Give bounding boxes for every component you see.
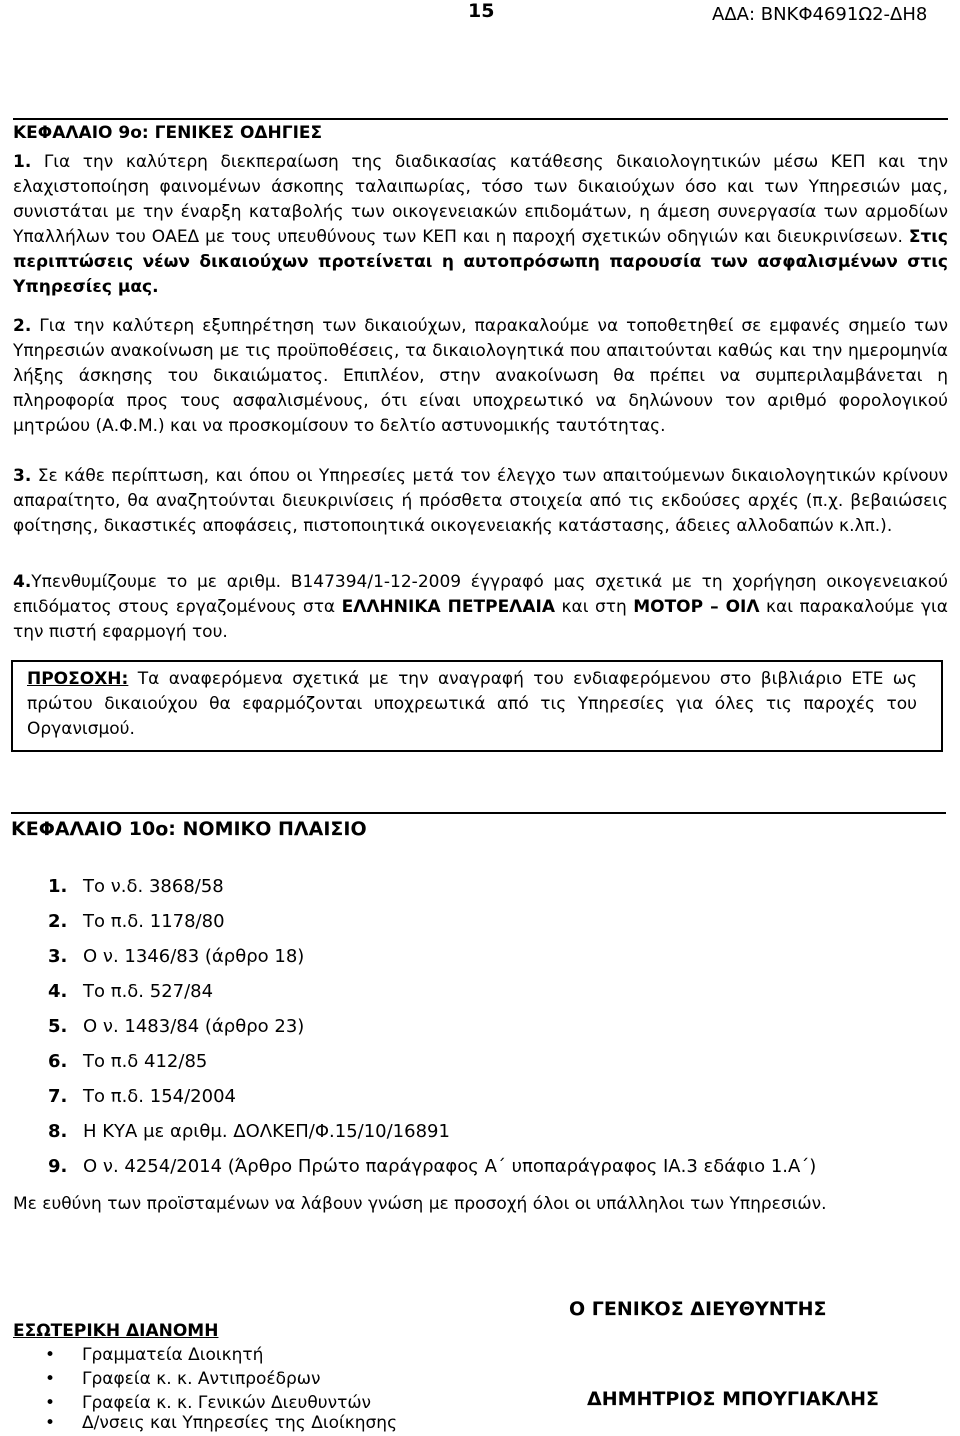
paragraph-4-text-c: και παρακαλούμε για την πιστή εφαρμογή του. xyxy=(13,597,948,642)
bullet-icon: • xyxy=(45,1393,56,1413)
law-text: Ο ν. 1346/83 (άρθρο 18) xyxy=(83,946,305,967)
notice-label: ΠΡΟΣΟΧΗ: xyxy=(27,669,129,689)
bullet-icon: • xyxy=(45,1413,56,1433)
chapter9-title: ΚΕΦΑΛΑΙΟ 9ο: ΓΕΝΙΚΕΣ ΟΔΗΓΙΕΣ xyxy=(13,118,948,143)
law-item xyxy=(48,1016,304,1037)
law-item xyxy=(48,1051,207,1072)
law-number: 2. xyxy=(48,911,68,932)
director-name: ΔΗΜΗΤΡΙΟΣ ΜΠΟΥΓΙΑΚΛΗΣ xyxy=(587,1388,880,1410)
notice-text xyxy=(27,667,917,742)
notice-body: Τα αναφερόμενα σχετικά με την αναγραφή του ενδιαφερόμενου στο βιβλιάριο ΕΤΕ ως πρώτου δικαιούχου θα εφαρμόζονται υποχρεωτικά από τις Υπηρεσίες για όλες τις παροχές του Οργανισμού. xyxy=(27,669,917,739)
page-number: 15 xyxy=(468,0,495,22)
distribution-item-label: Γραφεία κ. κ. Γενικών Διευθυντών xyxy=(82,1393,372,1413)
paragraph-4 xyxy=(13,570,948,645)
paragraph-4-text-b: και στη xyxy=(554,597,634,617)
bullet-icon: • xyxy=(45,1369,56,1389)
bullet-icon: • xyxy=(45,1345,56,1365)
paragraph-4-text-a: Υπενθυμίζουμε το με αριθμ. Β147394/1-12-2009 έγγραφό μας σχετικά με τη χορήγηση οικογενειακού επιδόματος στους εργαζομένους στα xyxy=(13,572,948,617)
law-number: 8. xyxy=(48,1121,68,1142)
law-item xyxy=(48,911,225,932)
law-item xyxy=(48,876,224,897)
law-item xyxy=(48,1121,450,1142)
law-item xyxy=(48,1086,236,1107)
law-number: 7. xyxy=(48,1086,68,1107)
director-title: Ο ΓΕΝΙΚΟΣ ΔΙΕΥΘΥΝΤΗΣ xyxy=(569,1298,827,1320)
law-text: Το ν.δ. 3868/58 xyxy=(83,876,224,897)
ada-code: ΑΔΑ: ΒΝΚΦ4691Ω2-ΔΗ8 xyxy=(712,4,928,25)
law-text: Το π.δ. 527/84 xyxy=(83,981,214,1002)
distribution-item xyxy=(45,1393,371,1413)
paragraph-2-number: 2. xyxy=(13,316,32,336)
law-number: 4. xyxy=(48,981,68,1002)
chapter10-title: ΚΕΦΑΛΑΙΟ 10ο: ΝΟΜΙΚΟ ΠΛΑΙΣΙΟ xyxy=(11,812,946,840)
paragraph-3-text: Σε κάθε περίπτωση, και όπου οι Υπηρεσίες μετά τον έλεγχο των απαιτούμενων δικαιολογητικών κρίνουν απαραίτητο, θα αναζητούνται διευκρινίσεις ή πρόσθετα στοιχεία από τις εκδούσες αρχές (π.χ. βεβαιώσεις φοίτησης, δικαστικές αποφάσεις, πιστοποιητικά οικογενειακής κατάστασης, άδειες αλλοδαπών κ.λπ.). xyxy=(13,466,948,536)
law-number: 1. xyxy=(48,876,68,897)
paragraph-4-number: 4. xyxy=(13,572,32,592)
law-number: 5. xyxy=(48,1016,68,1037)
distribution-item-label: Γραφεία κ. κ. Αντιπροέδρων xyxy=(82,1369,321,1389)
distribution-item xyxy=(45,1345,263,1365)
paragraph-4-bold-a: ΕΛΛΗΝΙΚΑ ΠΕΤΡΕΛΑΙΑ xyxy=(341,597,555,617)
paragraph-1-number: 1. xyxy=(13,152,32,172)
law-text: Ο ν. 1483/84 (άρθρο 23) xyxy=(83,1016,305,1037)
distribution-item-label: Δ/νσεις και Υπηρεσίες της Διοίκησης xyxy=(82,1413,398,1433)
distribution-item xyxy=(45,1413,397,1433)
paragraph-2-text: Για την καλύτερη εξυπηρέτηση των δικαιούχων, παρακαλούμε να τοποθετηθεί σε εμφανές σημείο των Υπηρεσιών ανακοίνωση με τις προϋποθέσεις, τα δικαιολογητικά που απαιτούνται καθώς και την ημερομηνία λήξης άσκησης του δικαιώματος. Επιπλέον, στην ανακοίνωση θα πρέπει να συμπεριλαμβάνεται η πληροφορία προς τους ασφαλισμένους, ότι είναι υποχρεωτικό να δηλώνουν τον αριθμό φορολογικού μητρώου (Α.Φ.Μ.) και να προσκομίσουν το δελτίο αστυνομικής ταυτότητας. xyxy=(13,316,948,436)
paragraph-3-number: 3. xyxy=(13,466,32,486)
paragraph-1-text: Για την καλύτερη διεκπεραίωση της διαδικασίας κατάθεσης δικαιολογητικών μέσω ΚΕΠ και την ελαχιστοποίηση φαινομένων άσκοπης ταλαιπωρίας, τόσο των δικαιούχων όσο και των Υπηρεσιών μας, συνιστάται με την έναρξη καταβολής των οικογενειακών επιδομάτων, η άμεση συνεργασία των αρμοδίων Υπαλλήλων του ΟΑΕΔ με τους υπευθύνους των ΚΕΠ και η παροχή σχετικών οδηγιών και διευκρινίσεων. xyxy=(13,152,948,247)
law-text: Το π.δ. 154/2004 xyxy=(83,1086,236,1107)
law-number: 9. xyxy=(48,1156,68,1177)
paragraph-4-bold-b: ΜΟΤΟΡ – ΟΙΛ xyxy=(633,597,760,617)
paragraph-3 xyxy=(13,464,948,539)
distribution-title: ΕΣΩΤΕΡΙΚΗ ΔΙΑΝΟΜΗ xyxy=(13,1321,219,1341)
law-item xyxy=(48,946,304,967)
paragraph-1-bold: Στις περιπτώσεις νέων δικαιούχων προτείνεται η αυτοπρόσωπη παρουσία των ασφαλισμένων στις Υπηρεσίες μας. xyxy=(13,227,948,297)
law-text: Η ΚΥΑ με αριθμ. ΔΟΛΚΕΠ/Φ.15/10/16891 xyxy=(83,1121,450,1142)
law-item xyxy=(48,981,213,1002)
law-number: 3. xyxy=(48,946,68,967)
closing-paragraph: Με ευθύνη των προϊσταμένων να λάβουν γνώση με προσοχή όλοι οι υπάλληλοι των Υπηρεσιών. xyxy=(13,1194,827,1214)
law-text: Το π.δ. 1178/80 xyxy=(83,911,225,932)
law-number: 6. xyxy=(48,1051,68,1072)
distribution-item-label: Γραμματεία Διοικητή xyxy=(82,1345,264,1365)
paragraph-2 xyxy=(13,314,948,439)
law-text: Ο ν. 4254/2014 (Άρθρο Πρώτο παράγραφος Α΄ υποπαράγραφος ΙΑ.3 εδάφιο 1.Α΄) xyxy=(83,1156,817,1177)
law-text: Το π.δ 412/85 xyxy=(83,1051,208,1072)
law-item xyxy=(48,1156,816,1177)
distribution-item xyxy=(45,1369,321,1389)
paragraph-1 xyxy=(13,150,948,300)
